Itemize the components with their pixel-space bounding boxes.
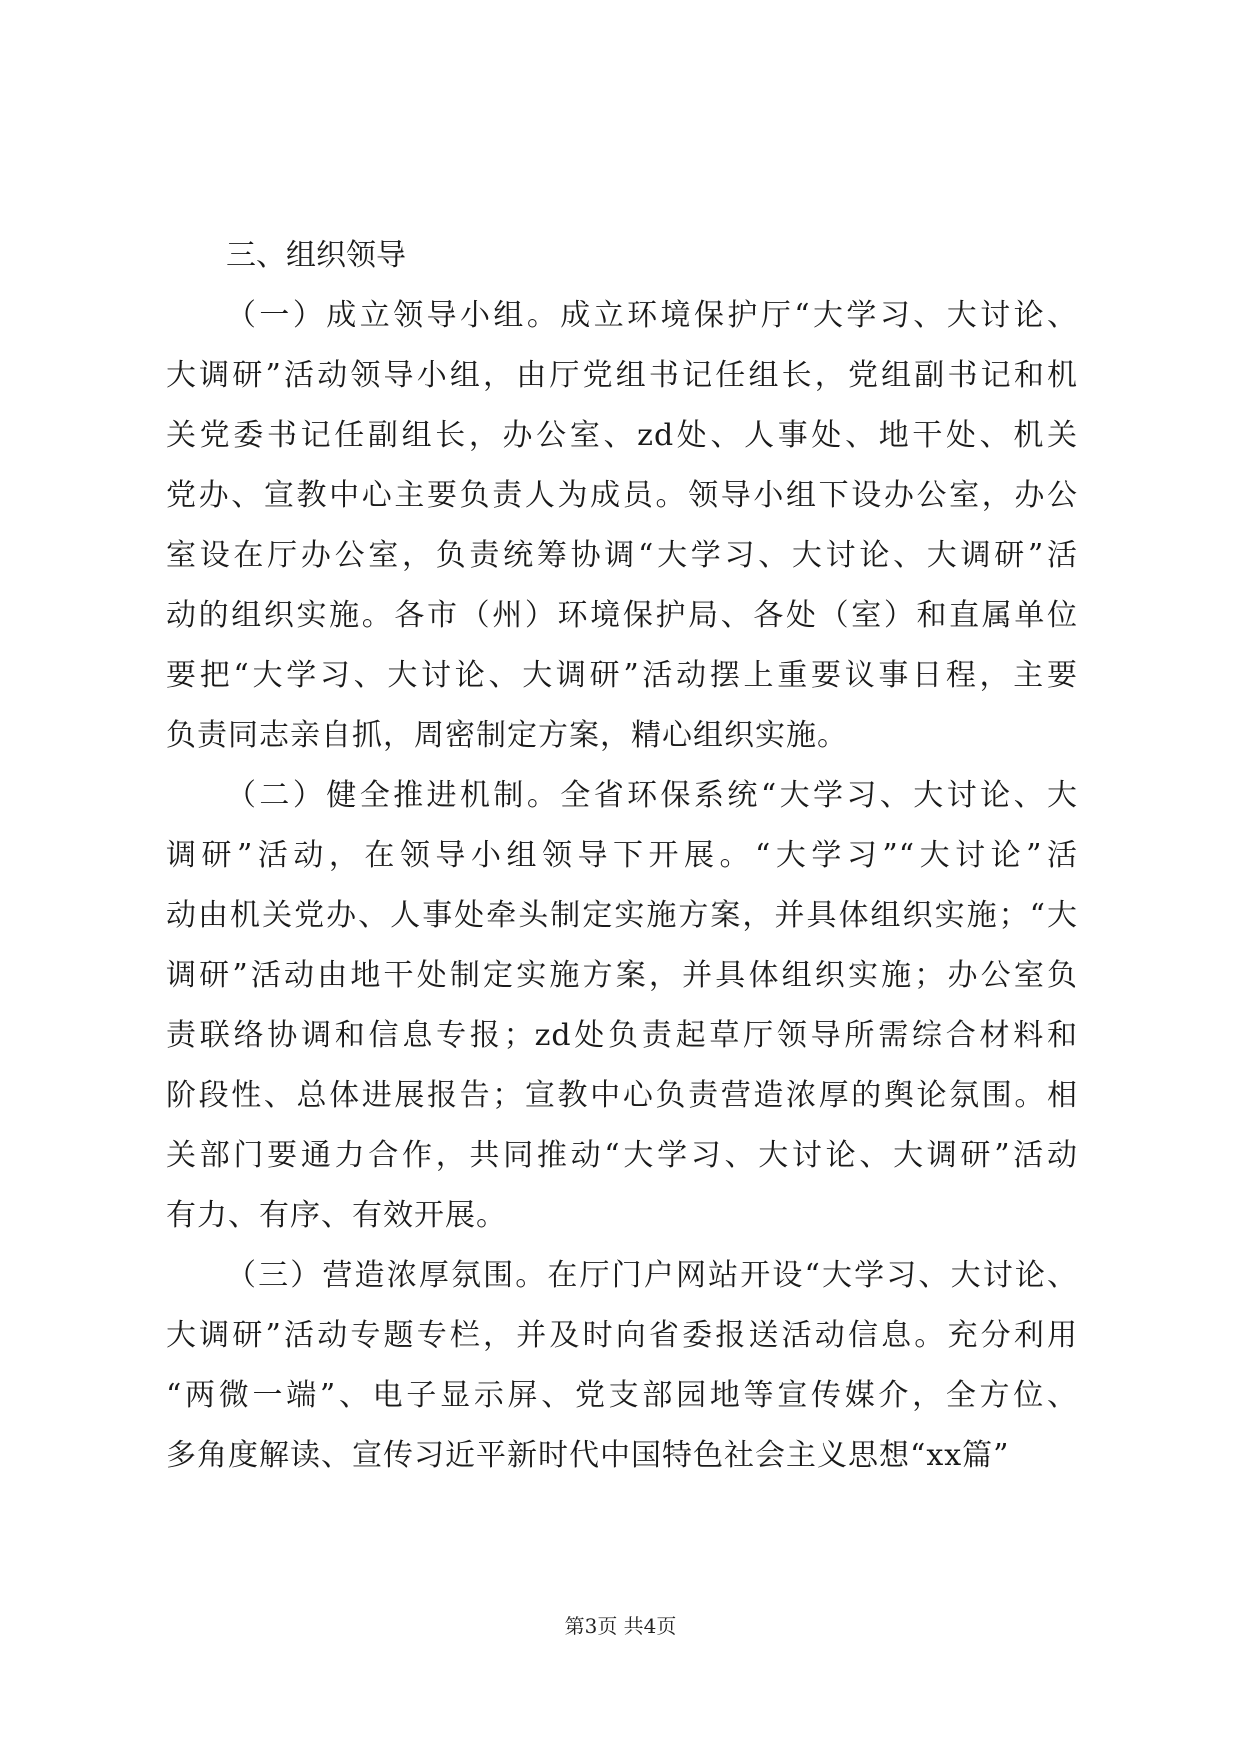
text-line: （三）营造浓厚氛围。在厅门户网站开设“大学习、大讨论、 <box>226 1258 1078 1293</box>
text-line: 室设在厅办公室，负责统筹协调“大学习、大讨论、大调研”活 <box>166 538 1078 573</box>
section-heading: 三、组织领导 <box>226 238 406 273</box>
paragraph <box>166 766 1078 1246</box>
text-line: 负责同志亲自抓，周密制定方案，精心组织实施。 <box>166 718 848 753</box>
text-line: （一）成立领导小组。成立环境保护厅“大学习、大讨论、 <box>226 298 1078 333</box>
text-line: 关党委书记任副组长，办公室、zd处、人事处、地干处、机关 <box>166 418 1078 453</box>
document-body <box>166 226 1078 1486</box>
text-line: 大调研”活动专题专栏，并及时向省委报送活动信息。充分利用 <box>166 1318 1078 1353</box>
page-number-footer: 第3页 共4页 <box>564 1614 677 1638</box>
text-line: 动的组织实施。各市（州）环境保护局、各处（室）和直属单位 <box>166 598 1078 633</box>
text-line: 多角度解读、宣传习近平新时代中国特色社会主义思想“xx篇” <box>166 1438 1010 1473</box>
text-line: 阶段性、总体进展报告；宣教中心负责营造浓厚的舆论氛围。相 <box>166 1078 1078 1113</box>
text-line: “两微一端”、电子显示屏、党支部园地等宣传媒介，全方位、 <box>166 1378 1078 1413</box>
paragraph <box>166 286 1078 766</box>
paragraph <box>166 1246 1078 1486</box>
text-line: 调研”活动，在领导小组领导下开展。“大学习”“大讨论”活 <box>166 838 1078 873</box>
text-line: （二）健全推进机制。全省环保系统“大学习、大讨论、大 <box>226 778 1078 813</box>
text-line: 关部门要通力合作，共同推动“大学习、大讨论、大调研”活动 <box>166 1138 1078 1173</box>
text-line: 动由机关党办、人事处牵头制定实施方案，并具体组织实施；“大 <box>166 898 1078 933</box>
text-line: 要把“大学习、大讨论、大调研”活动摆上重要议事日程，主要 <box>166 658 1078 693</box>
text-line: 责联络协调和信息专报；zd处负责起草厅领导所需综合材料和 <box>166 1018 1078 1053</box>
paragraph-list <box>166 286 1078 1486</box>
text-line: 大调研”活动领导小组，由厅党组书记任组长，党组副书记和机 <box>166 358 1078 393</box>
text-line: 调研”活动由地干处制定实施方案，并具体组织实施；办公室负 <box>166 958 1078 993</box>
text-line: 有力、有序、有效开展。 <box>166 1198 507 1233</box>
text-line: 党办、宣教中心主要负责人为成员。领导小组下设办公室，办公 <box>166 478 1078 513</box>
